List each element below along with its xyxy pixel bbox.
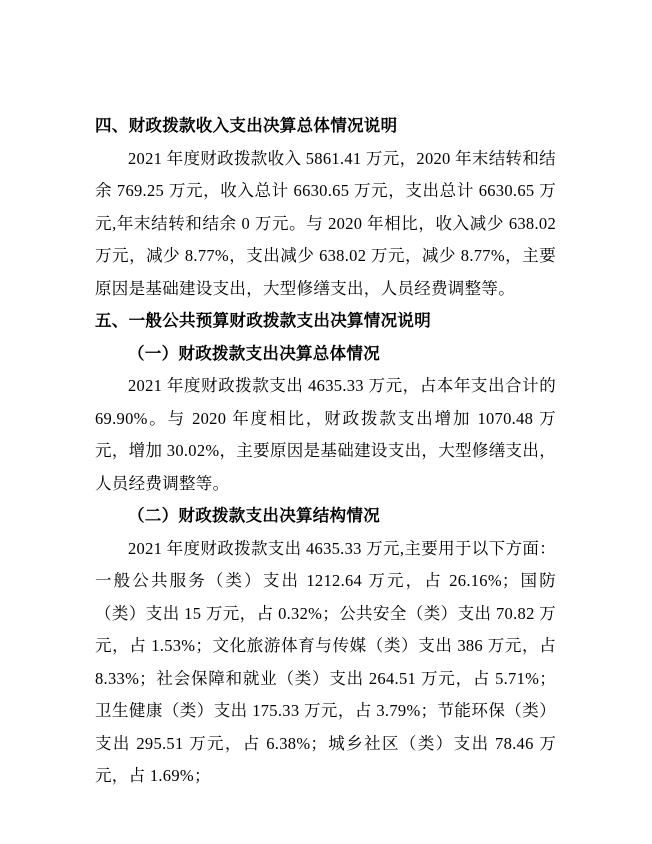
paragraph-fiscal-appropriation-overview: 2021 年度财政拨款收入 5861.41 万元，2020 年末结转和结余 769.25 万元，收入总计 6630.65 万元，支出总计 6630.65 万元,年末结转和结余 0 万元。与 2020 年相比，收入减少 638.02 万元，减少 8.77%，支出减少 638.02 万元，减少 8.77%，主要原因是基础建设支出，大型修缮支出，人员经费调整等。 [95, 148, 556, 298]
subsection-heading-expenditure-overall: （一）财政拨款支出决算总体情况 [128, 343, 380, 363]
section-heading-fiscal-appropriation-overview: 四、财政拨款收入支出决算总体情况说明 [95, 116, 398, 135]
section-heading-general-public-budget-expenditure: 五、一般公共预算财政拨款支出决算情况说明 [95, 311, 431, 330]
subsection-heading-expenditure-structure: （二）财政拨款支出决算结构情况 [128, 506, 380, 525]
paragraph-expenditure-overall: 2021 年度财政拨款支出 4635.33 万元，占本年支出合计的 69.90%。与 2020 年度相比，财政拨款支出增加 1070.48 万元，增加 30.02%，主要原因是基础建设支出，大型修缮支出，人员经费调整等。 [95, 376, 556, 493]
paragraph-expenditure-structure: 2021 年度财政拨款支出 4635.33 万元,主要用于以下方面：一般公共服务（类）支出 1212.64 万元，占 26.16%；国防（类）支出 15 万元，占 0.32%；公共安全（类）支出 70.82 万元，占 1.53%；文化旅游体育与传媒（类）支出 386 万元，占 8.33%；社会保障和就业（类）支出 264.51 万元，占 5.71%；卫生健康（类）支出 175.33 万元，占 3.79%；节能环保（类）支出 295.51 万元，占 6.38%；城乡社区（类）支出 78.46 万元，占 1.69%； [95, 538, 556, 785]
